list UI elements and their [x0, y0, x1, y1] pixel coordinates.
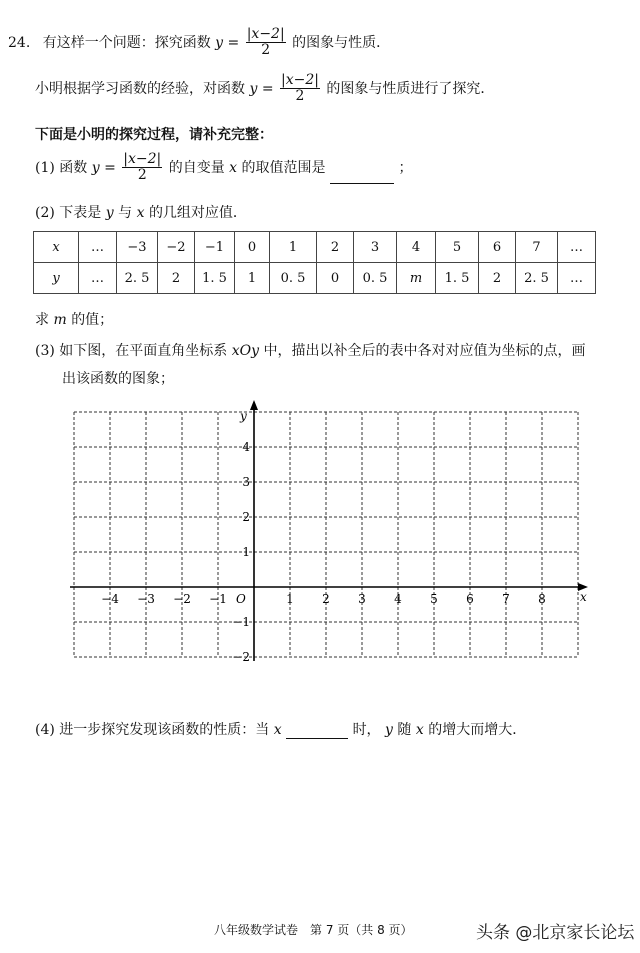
- bold-instruction: 下面是小明的探究过程，请补充完整：: [35, 127, 273, 143]
- x-tick-label: 6: [466, 592, 474, 606]
- table-cell: m: [397, 263, 436, 294]
- y-equals: y =: [91, 159, 116, 176]
- y-tick-label: 3: [242, 475, 250, 489]
- table-cell: 2. 5: [516, 263, 558, 294]
- table-row-y: [34, 263, 596, 294]
- x-tick-label: 8: [538, 592, 546, 606]
- part-4: [35, 719, 526, 739]
- part-3-text: 如下图，在平面直角坐标系: [59, 343, 228, 359]
- table-cell: 1: [235, 263, 270, 294]
- part-1-label: (1): [35, 159, 55, 176]
- table-cell: y: [34, 263, 79, 294]
- answer-blank[interactable]: [286, 738, 348, 739]
- table-cell: 1. 5: [436, 263, 479, 294]
- var-x: x: [229, 159, 238, 176]
- table-cell: 1. 5: [195, 263, 235, 294]
- part-3-label: (3): [35, 343, 55, 359]
- var-x: x: [136, 205, 145, 221]
- table-cell: 4: [397, 232, 436, 263]
- table-cell: −2: [158, 232, 195, 263]
- table-cell: 2. 5: [117, 263, 158, 294]
- table-cell: 2: [479, 263, 516, 294]
- fraction: $\frac{|x-2|}{2}$: [281, 72, 319, 105]
- var-y: y: [385, 722, 393, 738]
- ask-m-text: 的值；: [71, 312, 114, 328]
- part-1-text: 的自变量: [168, 159, 225, 176]
- part-1-text: 的取值范围是: [241, 159, 326, 176]
- table-cell: 7: [516, 232, 558, 263]
- question-line-1: [8, 27, 390, 59]
- table-cell: …: [79, 232, 117, 263]
- x-tick-label: −1: [209, 592, 227, 606]
- line2-text: 小明根据学习函数的经验，对函数: [35, 80, 245, 97]
- table-row-x: [34, 232, 596, 263]
- y-tick-label: −1: [232, 615, 250, 629]
- x-tick-label: 7: [502, 592, 510, 606]
- part-2-text: 下表是: [59, 205, 102, 221]
- x-tick-label: −3: [137, 592, 155, 606]
- table-cell: …: [558, 263, 596, 294]
- table-cell: −1: [195, 232, 235, 263]
- y-tick-label: 2: [242, 510, 250, 524]
- y-axis-label: y: [240, 409, 247, 423]
- x-tick-label: −2: [173, 592, 191, 606]
- var-xoy: xOy: [231, 343, 260, 359]
- part-3-cont: 出该函数的图象；: [62, 371, 174, 387]
- part-2-text: 的几组对应值．: [148, 205, 247, 221]
- table-cell: 0: [235, 232, 270, 263]
- table-cell: x: [34, 232, 79, 263]
- x-tick-label: −4: [101, 592, 119, 606]
- part-1-end: ；: [398, 159, 413, 176]
- question-line-2: [35, 73, 494, 105]
- fraction: $\frac{|x-2|}{2}$: [123, 151, 162, 184]
- part-2: [35, 202, 247, 222]
- table-cell: 1: [270, 232, 317, 263]
- table-cell: 0: [317, 263, 354, 294]
- x-tick-label: 2: [322, 592, 330, 606]
- ask-m-text: 求: [35, 312, 49, 328]
- answer-blank[interactable]: [330, 183, 394, 184]
- part-2-text: 与: [118, 205, 133, 221]
- table-cell: 3: [354, 232, 397, 263]
- fraction: $\frac{|x-2|}{2}$: [246, 26, 285, 59]
- origin-label: O: [236, 592, 246, 606]
- part-3: [35, 340, 586, 360]
- table-cell: 2: [317, 232, 354, 263]
- var-m: m: [53, 312, 67, 328]
- table-cell: 0. 5: [270, 263, 317, 294]
- table-cell: 2: [158, 263, 195, 294]
- y-tick-label: −2: [232, 650, 250, 664]
- value-table: [33, 231, 596, 294]
- y-equals: y =: [249, 80, 274, 97]
- page-footer: 八年级数学试卷 第 7 页（共 8 页）: [214, 923, 413, 937]
- table-cell: 0. 5: [354, 263, 397, 294]
- y-tick-label: 1: [242, 545, 250, 559]
- watermark: 头条 @北京家长论坛: [476, 923, 635, 943]
- table-cell: …: [558, 232, 596, 263]
- table-cell: 6: [479, 232, 516, 263]
- var-y: y: [105, 205, 114, 221]
- y-tick-label: 4: [242, 440, 250, 454]
- part-2-label: (2): [35, 205, 55, 221]
- intro-text: 有这样一个问题：探究函数: [42, 34, 211, 51]
- part-4-text: 随: [397, 722, 412, 738]
- part-4-text: 进一步探究发现该函数的性质：当: [59, 722, 270, 738]
- question-number: 24.: [8, 34, 31, 51]
- var-x: x: [273, 722, 282, 738]
- part-4-text: 的增大而增大．: [428, 722, 527, 738]
- part-3-text: 中，描出以补全后的表中各对对应值为坐标的点，画: [263, 343, 586, 359]
- table-cell: −3: [117, 232, 158, 263]
- part-1-text: 函数: [59, 159, 88, 176]
- part-4-label: (4): [35, 722, 55, 738]
- line2-text-end: 的图象与性质进行了探究．: [326, 80, 495, 97]
- table-cell: …: [79, 263, 117, 294]
- part-4-text: 时，: [352, 722, 381, 738]
- part-1: [35, 152, 412, 184]
- y-equals: y =: [215, 34, 240, 51]
- var-x: x: [415, 722, 424, 738]
- x-tick-label: 3: [358, 592, 366, 606]
- x-axis-label: x: [580, 590, 587, 604]
- ask-m: [35, 309, 113, 329]
- intro-text-end: 的图象与性质．: [292, 34, 391, 51]
- coordinate-grid: [62, 402, 587, 664]
- x-tick-label: 4: [394, 592, 402, 606]
- x-tick-label: 5: [430, 592, 438, 606]
- y-axis-arrow: [250, 400, 258, 410]
- table-cell: 5: [436, 232, 479, 263]
- x-tick-label: 1: [286, 592, 294, 606]
